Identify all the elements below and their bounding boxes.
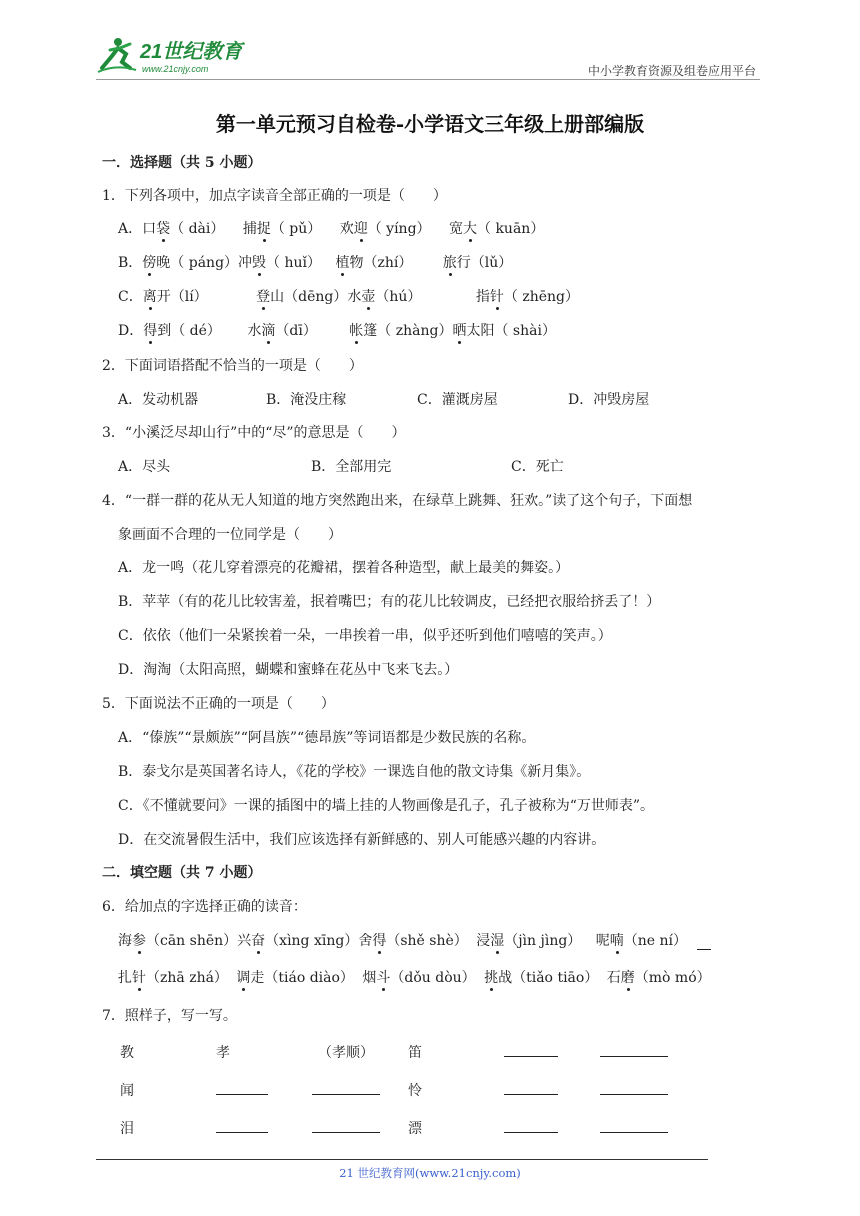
q7-char: 怜: [408, 1083, 422, 1099]
q5-option-d[interactable]: D．在交流暑假生活中，我们应该选择有新鲜感的、别人可能感兴趣的内容讲。: [118, 832, 606, 848]
q3-option-b[interactable]: B．全部用完: [311, 459, 392, 475]
q6-row-1: 海参（cān shēn）兴奋（xìng xīng）舍得（shě shè） 浸湿（jìn jìng） 呢喃（ne ní）: [118, 930, 711, 950]
q3-option-c[interactable]: C．死亡: [511, 459, 564, 475]
q2-option-c[interactable]: C．灌溉房屋: [417, 392, 498, 408]
q7-char: 教: [120, 1045, 134, 1061]
q7-example-word: （孝顺）: [318, 1045, 374, 1061]
answer-blank[interactable]: [312, 1080, 380, 1095]
q7-char: 漂: [408, 1121, 422, 1137]
question-7-stem: 7．照样子，写一写。: [102, 1008, 237, 1024]
answer-blank[interactable]: [216, 1080, 268, 1095]
runner-icon: [98, 38, 136, 72]
q7-char: 闻: [120, 1083, 134, 1099]
logo: [96, 34, 256, 76]
question-1-stem: 1．下列各项中，加点字读音全部正确的一项是（ ）: [102, 188, 447, 204]
answer-blank[interactable]: [697, 935, 711, 950]
answer-blank[interactable]: [504, 1080, 558, 1095]
q7-char: 笛: [408, 1045, 422, 1061]
q3-option-a[interactable]: A．尽头: [118, 459, 171, 475]
answer-blank[interactable]: [504, 1042, 558, 1057]
q1-option-c[interactable]: C．离开（lí） 登山（dēng）水壶（hú） 指针（ zhēng）: [118, 286, 579, 306]
q2-option-d[interactable]: D．冲毁房屋: [568, 392, 650, 408]
q6-row-2: 扎针（zhā zhá） 调走（tiáo diào） 烟斗（dǒu dòu） 挑战（tiǎo tiāo） 石磨（mò mó）: [118, 967, 711, 987]
q4-option-c[interactable]: C．依依（他们一朵紧挨着一朵，一串挨着一串，似乎还听到他们嘻嘻的笑声。）: [118, 628, 612, 644]
q4-option-a[interactable]: A．龙一鸣（花儿穿着漂亮的花瓣裙，摆着各种造型，献上最美的舞姿。）: [118, 560, 570, 576]
page-title: 第一单元预习自检卷-小学语文三年级上册部编版: [215, 112, 645, 136]
section-heading-fill: 二．填空题（共 7 小题）: [102, 865, 262, 881]
footer-link[interactable]: 21 世纪教育网(www.21cnjy.com): [339, 1166, 521, 1180]
q2-option-b[interactable]: B．淹没庄稼: [266, 392, 347, 408]
page-header: [96, 30, 760, 80]
logo-url: www.21cnjy.com: [142, 64, 209, 74]
answer-blank[interactable]: [600, 1042, 668, 1057]
question-3-stem: 3．“小溪泛尽却山行”中的“尽”的意思是（ ）: [102, 425, 406, 441]
answer-blank[interactable]: [216, 1118, 268, 1133]
q1-option-d[interactable]: D．得到（ dé） 水滴（dī） 帐篷（ zhàng）晒太阳（ shài）: [118, 320, 556, 340]
q1-option-a[interactable]: A．口袋（ dài） 捕捉（ pǔ） 欢迎（ yíng） 宽大（ kuān）: [118, 218, 544, 238]
question-5-stem: 5．下面说法不正确的一项是（ ）: [102, 696, 335, 712]
answer-blank[interactable]: [504, 1118, 558, 1133]
footer-divider: [96, 1159, 708, 1160]
answer-blank[interactable]: [600, 1118, 668, 1133]
q5-option-a[interactable]: A．“傣族”“景颇族”“阿昌族”“德昂族”等词语都是少数民族的名称。: [118, 730, 536, 746]
question-2-stem: 2．下面词语搭配不恰当的一项是（ ）: [102, 358, 363, 374]
q4-option-b[interactable]: B．苹苹（有的花儿比较害羞，抿着嘴巴；有的花儿比较调皮，已经把衣服给挤丢了！）: [118, 594, 661, 610]
question-4-stem-line2: 象画面不合理的一位同学是（ ）: [118, 527, 342, 543]
platform-label: 中小学教育资源及组卷应用平台: [587, 64, 756, 78]
q5-option-b[interactable]: B．泰戈尔是英国著名诗人，《花的学校》一课选自他的散文诗集《新月集》。: [118, 764, 591, 780]
q7-char: 孝: [216, 1045, 230, 1061]
header-divider: [96, 79, 760, 80]
q1-option-b[interactable]: B．傍晚（ páng）冲毁（ huǐ） 植物（zhí） 旅行（lǔ）: [118, 252, 512, 272]
q4-option-d[interactable]: D．淘淘（太阳高照，蝴蝶和蜜蜂在花丛中飞来飞去。）: [118, 662, 459, 678]
q2-option-a[interactable]: A．发动机器: [118, 392, 199, 408]
q7-char: 泪: [120, 1121, 134, 1137]
answer-blank[interactable]: [312, 1118, 380, 1133]
question-6-stem: 6．给加点的字选择正确的读音：: [102, 899, 307, 915]
logo-text: 21世纪教育: [140, 41, 243, 63]
question-4-stem-line1: 4．“一群一群的花从无人知道的地方突然跑出来，在绿草上跳舞、狂欢。”读了这个句子，下面想: [102, 493, 693, 509]
answer-blank[interactable]: [600, 1080, 668, 1095]
section-heading-choice: 一．选择题（共 5 小题）: [102, 155, 262, 171]
q5-option-c[interactable]: C．《不懂就要问》一课的插图中的墙上挂的人物画像是孔子，孔子被称为“万世师表”。: [118, 798, 655, 814]
